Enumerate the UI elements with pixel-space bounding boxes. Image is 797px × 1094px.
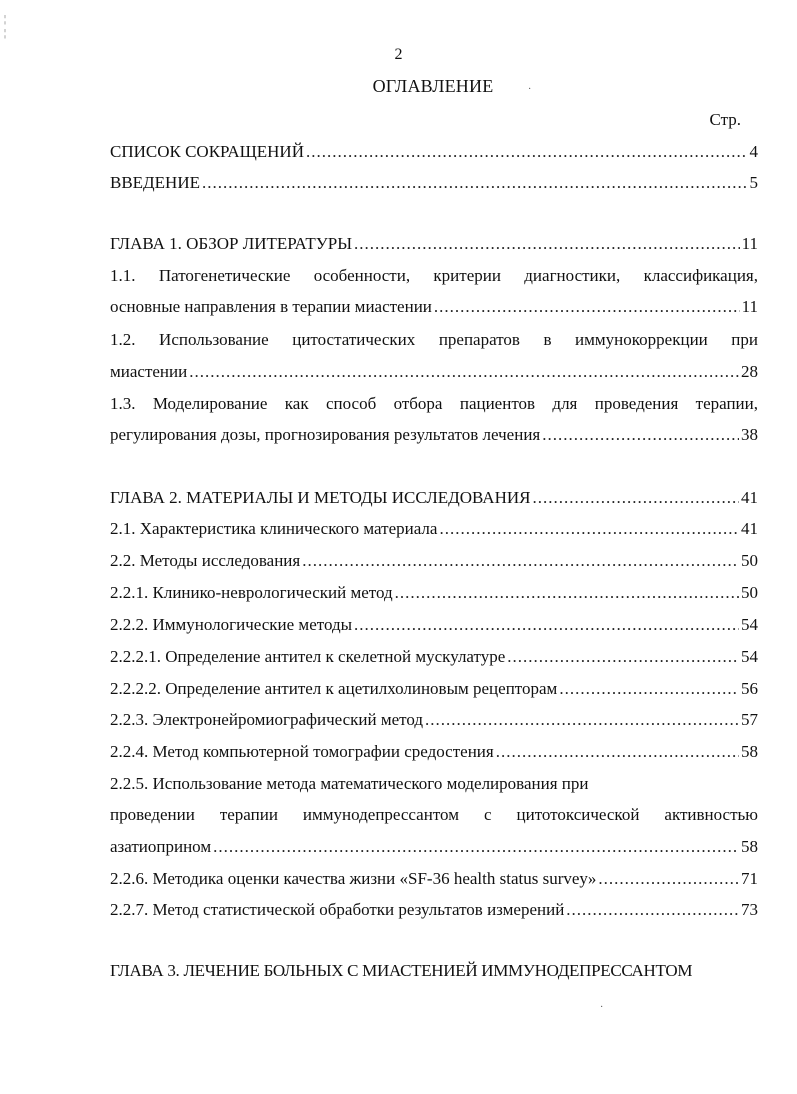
toc-entry-text: ВВЕДЕНИЕ bbox=[110, 173, 200, 192]
toc-entry-text: 2.2. Методы исследования bbox=[110, 551, 301, 570]
toc-entry-2-2-3 bbox=[110, 710, 758, 730]
dot-leader bbox=[189, 362, 739, 382]
page-column-label: Стр. bbox=[709, 110, 741, 129]
dot-leader bbox=[202, 173, 748, 193]
toc-entry-page: 54 bbox=[741, 647, 758, 666]
toc-entry-page: 41 bbox=[741, 488, 758, 507]
dot-leader bbox=[559, 679, 739, 699]
toc-entry-2-2-5-line1: 2.2.5. Использование метода математического моделирования при bbox=[110, 774, 589, 793]
dot-leader bbox=[354, 234, 740, 254]
toc-entry-page: 11 bbox=[741, 234, 758, 253]
dot-leader bbox=[532, 488, 739, 508]
toc-entry-abbreviations bbox=[110, 142, 758, 162]
toc-entry-1-1 bbox=[110, 297, 758, 317]
dot-leader bbox=[507, 647, 739, 667]
toc-entry-text: 2.2.3. Электронейромиографический метод bbox=[110, 710, 424, 729]
toc-entry-page: 73 bbox=[741, 900, 758, 919]
toc-entry-page: 38 bbox=[741, 425, 758, 444]
dot-leader bbox=[302, 551, 739, 571]
toc-entry-2-2-5 bbox=[110, 837, 758, 857]
toc-entry-page: 50 bbox=[741, 583, 758, 602]
toc-entry-text: 2.2.7. Метод статистической обработки результатов измерений bbox=[110, 900, 565, 919]
toc-entry-page: 56 bbox=[741, 679, 758, 698]
dot-leader bbox=[213, 837, 739, 857]
dot-leader bbox=[566, 900, 739, 920]
scan-speck: · bbox=[600, 1002, 604, 1013]
toc-entry-2-2-7 bbox=[110, 900, 758, 920]
toc-entry-1-1-line1: 1.1. Патогенетические особенности, критерии диагностики, классификация, bbox=[110, 266, 758, 285]
page-number: 2 bbox=[394, 46, 403, 63]
toc-entry-1-2-line1: 1.2. Использование цитостатических препаратов в иммунокоррекции при bbox=[110, 330, 758, 349]
toc-entry-page: 58 bbox=[741, 837, 758, 856]
toc-entry-text: 2.2.2.2. Определение антител к ацетилхолиновым рецепторам bbox=[110, 679, 558, 698]
toc-entry-text: ГЛАВА 2. МАТЕРИАЛЫ И МЕТОДЫ ИССЛЕДОВАНИЯ bbox=[110, 488, 531, 507]
toc-entry-page: 57 bbox=[741, 710, 758, 729]
toc-entry-page: 58 bbox=[741, 742, 758, 761]
toc-entry-page: 71 bbox=[741, 869, 758, 888]
toc-entry-text: основные направления в терапии миастении bbox=[110, 297, 432, 316]
dot-leader bbox=[395, 583, 739, 603]
toc-entry-page: 5 bbox=[749, 173, 758, 192]
toc-entry-2-2-1 bbox=[110, 583, 758, 603]
toc-entry-text: 2.2.1. Клинико-неврологический метод bbox=[110, 583, 393, 602]
toc-entry-2-2-2-1 bbox=[110, 647, 758, 667]
toc-entry-chapter-1 bbox=[110, 234, 758, 254]
scan-speck: ¦ bbox=[4, 14, 7, 25]
toc-entry-2-2 bbox=[110, 551, 758, 571]
dot-leader bbox=[439, 519, 739, 539]
toc-entry-2-2-4 bbox=[110, 742, 758, 762]
toc-entry-text: СПИСОК СОКРАЩЕНИЙ bbox=[110, 142, 304, 161]
toc-entry-1-3 bbox=[110, 425, 758, 445]
toc-entry-page: 54 bbox=[741, 615, 758, 634]
toc-title: ОГЛАВЛЕНИЕ bbox=[372, 76, 494, 96]
dot-leader bbox=[496, 742, 739, 762]
toc-entry-page: 11 bbox=[741, 297, 758, 316]
toc-entry-text: регулирования дозы, прогнозирования результатов лечения bbox=[110, 425, 541, 444]
toc-entry-text: 2.2.4. Метод компьютерной томографии средостения bbox=[110, 742, 494, 761]
toc-entry-text: 2.1. Характеристика клинического материала bbox=[110, 519, 438, 538]
dot-leader bbox=[542, 425, 739, 445]
toc-entry-text: азатиоприном bbox=[110, 837, 212, 856]
toc-entry-text: 2.2.2.1. Определение антител к скелетной мускулатуре bbox=[110, 647, 506, 666]
toc-entry-introduction bbox=[110, 173, 758, 193]
toc-entry-2-2-6 bbox=[110, 869, 758, 889]
scan-speck: · bbox=[528, 84, 532, 95]
dot-leader bbox=[306, 142, 748, 162]
toc-entry-chapter-2 bbox=[110, 488, 758, 508]
toc-entry-page: 28 bbox=[741, 362, 758, 381]
toc-entry-text: ГЛАВА 1. ОБЗОР ЛИТЕРАТУРЫ bbox=[110, 234, 353, 253]
toc-entry-text: 2.2.2. Иммунологические методы bbox=[110, 615, 353, 634]
scan-speck: ¦ bbox=[4, 28, 7, 39]
toc-entry-text: миастении bbox=[110, 362, 188, 381]
toc-entry-chapter-3: ГЛАВА 3. ЛЕЧЕНИЕ БОЛЬНЫХ С МИАСТЕНИЕЙ ИММУНОДЕПРЕССАНТОМ bbox=[110, 961, 693, 980]
toc-entry-page: 4 bbox=[749, 142, 758, 161]
dot-leader bbox=[425, 710, 739, 730]
toc-entry-1-3-line1: 1.3. Моделирование как способ отбора пациентов для проведения терапии, bbox=[110, 394, 758, 413]
toc-entry-page: 41 bbox=[741, 519, 758, 538]
toc-entry-2-1 bbox=[110, 519, 758, 539]
toc-entry-2-2-5-line2: проведении терапии иммунодепрессантом с цитотоксической активностью bbox=[110, 805, 758, 824]
dot-leader bbox=[354, 615, 739, 635]
toc-entry-text: 2.2.6. Методика оценки качества жизни «SF-36 health status survey» bbox=[110, 869, 597, 888]
toc-entry-page: 50 bbox=[741, 551, 758, 570]
dot-leader bbox=[598, 869, 739, 889]
toc-entry-2-2-2 bbox=[110, 615, 758, 635]
toc-entry-2-2-2-2 bbox=[110, 679, 758, 699]
dot-leader bbox=[434, 297, 740, 317]
toc-entry-1-2 bbox=[110, 362, 758, 382]
